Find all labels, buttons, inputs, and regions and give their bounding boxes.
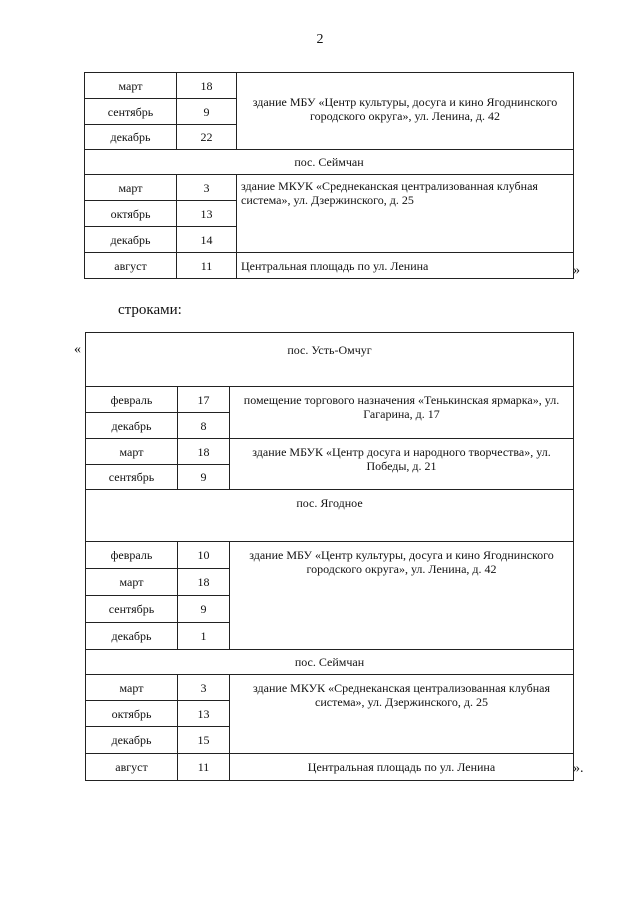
day-cell: 13: [177, 201, 237, 227]
section-row: [86, 650, 574, 675]
place-cell: здание МБУ «Центр культуры, досуга и кино Ягоднинского городского округа», ул. Ленина, д. 42: [237, 73, 574, 150]
month-cell: сентябрь: [86, 465, 178, 490]
section-row: [85, 150, 574, 175]
place-cell: помещение торгового назначения «Тенькинская ярмарка», ул. Гагарина, д. 17: [230, 387, 574, 439]
day-cell: 9: [178, 596, 230, 623]
table-row: [85, 73, 574, 99]
day-cell: 13: [178, 701, 230, 727]
day-cell: 15: [178, 727, 230, 754]
section-heading: пос. Сеймчан: [86, 650, 574, 675]
month-cell: февраль: [86, 387, 178, 413]
month-cell: декабрь: [85, 227, 177, 253]
table-row: [86, 387, 574, 413]
month-cell: март: [86, 569, 178, 596]
table-row: [86, 439, 574, 465]
day-cell: 10: [178, 542, 230, 569]
place-cell: здание МКУК «Среднеканская централизованная клубная система», ул. Дзержинского, д. 25: [237, 175, 574, 253]
day-cell: 17: [178, 387, 230, 413]
month-cell: декабрь: [86, 413, 178, 439]
month-cell: октябрь: [85, 201, 177, 227]
month-cell: август: [85, 253, 177, 279]
place-cell: Центральная площадь по ул. Ленина: [237, 253, 574, 279]
month-cell: март: [86, 439, 178, 465]
day-cell: 11: [177, 253, 237, 279]
month-cell: сентябрь: [86, 596, 178, 623]
day-cell: 1: [178, 623, 230, 650]
day-cell: 14: [177, 227, 237, 253]
day-cell: 18: [178, 569, 230, 596]
day-cell: 9: [178, 465, 230, 490]
table-row: [86, 754, 574, 781]
month-cell: август: [86, 754, 178, 781]
closing-quote: ».: [573, 761, 584, 776]
opening-quote: «: [74, 342, 81, 357]
section-heading: пос. Сеймчан: [85, 150, 574, 175]
closing-quote: »: [573, 263, 580, 278]
section-heading: пос. Ягодное: [86, 490, 574, 542]
month-cell: февраль: [86, 542, 178, 569]
table-row: [86, 675, 574, 701]
place-cell: Центральная площадь по ул. Ленина: [230, 754, 574, 781]
section-row: [86, 490, 574, 542]
day-cell: 11: [178, 754, 230, 781]
table-row: [85, 253, 574, 279]
month-cell: декабрь: [86, 623, 178, 650]
month-cell: март: [85, 175, 177, 201]
month-cell: сентябрь: [85, 99, 177, 125]
section-row: [86, 333, 574, 387]
month-cell: октябрь: [86, 701, 178, 727]
body-text: строками:: [118, 302, 182, 318]
day-cell: 18: [177, 73, 237, 99]
month-cell: декабрь: [86, 727, 178, 754]
day-cell: 3: [178, 675, 230, 701]
place-cell: здание МКУК «Среднеканская централизованная клубная система», ул. Дзержинского, д. 25: [230, 675, 574, 754]
day-cell: 9: [177, 99, 237, 125]
place-cell: здание МБУ «Центр культуры, досуга и кино Ягоднинского городского округа», ул. Ленина, д. 42: [230, 542, 574, 650]
day-cell: 22: [177, 125, 237, 150]
month-cell: март: [86, 675, 178, 701]
section-heading: пос. Усть-Омчуг: [86, 333, 574, 387]
place-cell: здание МБУК «Центр досуга и народного творчества», ул. Победы, д. 21: [230, 439, 574, 490]
page-number: 2: [316, 32, 324, 47]
month-cell: март: [85, 73, 177, 99]
day-cell: 8: [178, 413, 230, 439]
table-row: [86, 542, 574, 569]
schedule-table-old: [84, 72, 574, 279]
day-cell: 3: [177, 175, 237, 201]
table-row: [85, 175, 574, 201]
month-cell: декабрь: [85, 125, 177, 150]
day-cell: 18: [178, 439, 230, 465]
schedule-table-new: [85, 332, 574, 781]
